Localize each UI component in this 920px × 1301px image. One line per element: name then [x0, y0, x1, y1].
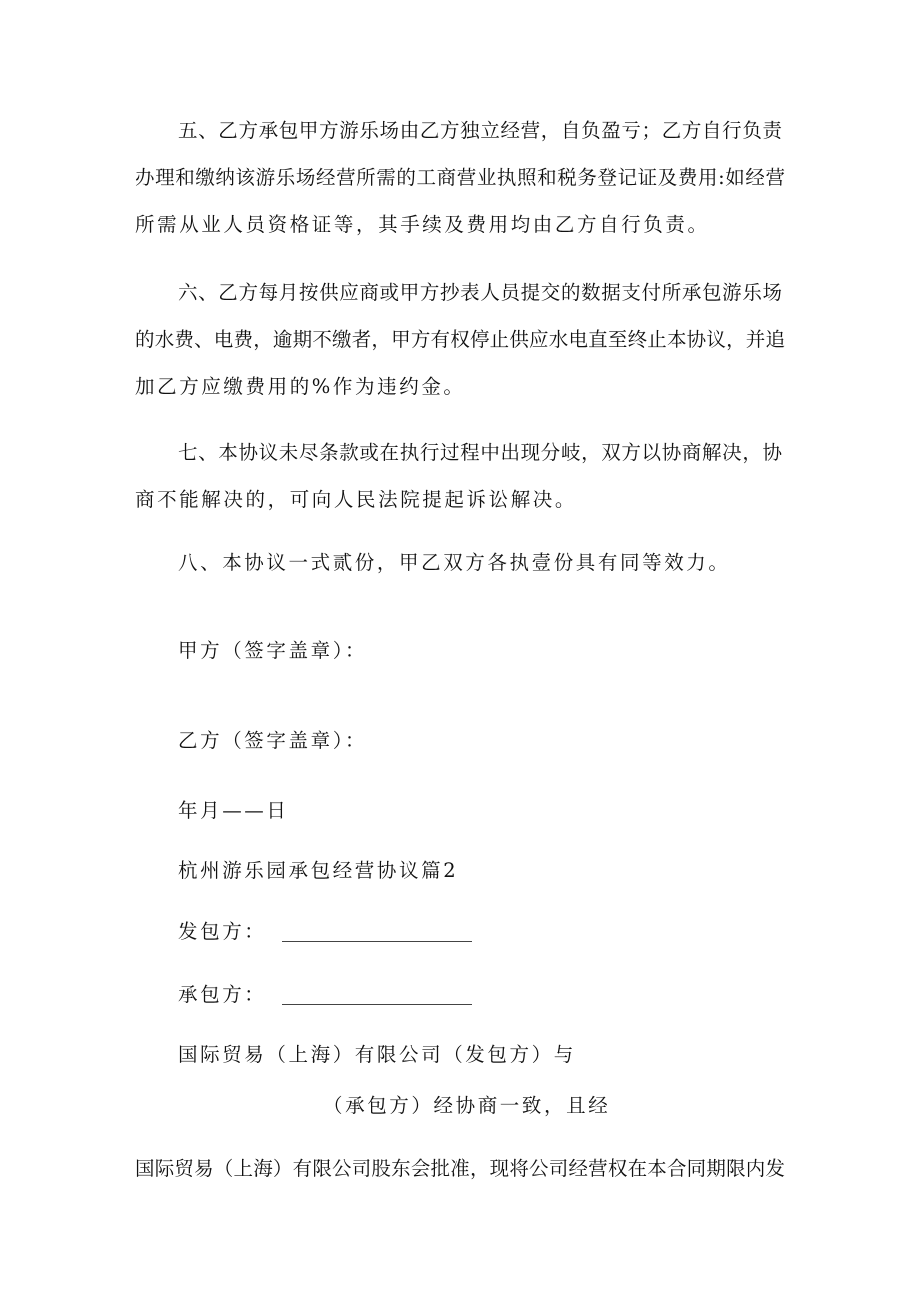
signature-party-b: 乙方（签字盖章）：	[178, 729, 368, 752]
clause-6-line-1: 六、乙方每月按供应商或甲方抄表人员提交的数据支付所承包游乐场	[178, 281, 782, 304]
clause-5-line-3: 所需从业人员资格证等，其手续及费用均由乙方自行负责。	[135, 213, 710, 236]
intro-line-2: （承包方）经协商一致，且经	[323, 1094, 611, 1117]
clause-5-line-1: 五、乙方承包甲方游乐场由乙方独立经营，自负盈亏；乙方自行负责	[178, 119, 782, 142]
issuer-blank-line	[282, 941, 472, 942]
signature-date: 年月——日	[178, 799, 289, 822]
clause-7-line-2: 商不能解决的，可向人民法院提起诉讼解决。	[135, 488, 578, 511]
contractor-label: 承包方：	[178, 983, 267, 1006]
section-2-title: 杭州游乐园承包经营协议篇2	[178, 859, 459, 882]
clause-6-line-2: 的水费、电费，逾期不缴者，甲方有权停止供应水电直至终止本协议，并追	[135, 328, 785, 351]
signature-party-a: 甲方（签字盖章）：	[178, 639, 368, 662]
clause-7-line-1: 七、本协议未尽条款或在执行过程中出现分岐，双方以协商解决，协	[178, 441, 782, 464]
contractor-blank-line	[282, 1004, 472, 1005]
clause-6-line-3: 加乙方应缴费用的%作为违约金。	[135, 375, 466, 398]
issuer-label: 发包方：	[178, 920, 267, 943]
intro-line-3: 国际贸易（上海）有限公司股东会批准，现将公司经营权在本合同期限内发	[135, 1157, 785, 1180]
issuer-field	[178, 919, 472, 945]
contractor-field	[178, 982, 472, 1008]
intro-line-1: 国际贸易（上海）有限公司（发包方）与	[178, 1043, 576, 1066]
clause-5-line-2: 办理和缴纳该游乐场经营所需的工商营业执照和税务登记证及费用:如经营	[135, 166, 785, 189]
clause-8-line-1: 八、本协议一式贰份，甲乙双方各执壹份具有同等效力。	[178, 551, 731, 574]
